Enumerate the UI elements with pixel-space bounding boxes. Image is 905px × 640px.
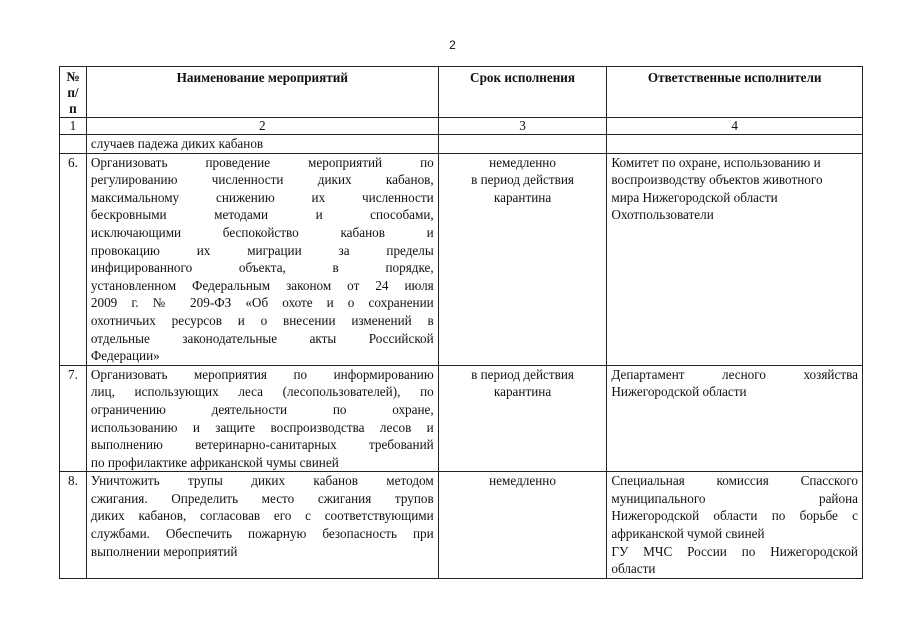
text-line: Уничтожить трупы диких кабанов методом xyxy=(90,473,434,489)
column-index-3: 3 xyxy=(438,118,607,135)
text-line: мира Нижегородской области xyxy=(611,189,778,205)
text-line: установленном Федеральным законом от 24 июля xyxy=(90,277,434,293)
table-row xyxy=(60,472,863,579)
text-line: выполнении мероприятий xyxy=(90,543,238,559)
text-line: провокацию их миграции за пределы xyxy=(90,242,434,258)
header-name: Наименование мероприятий xyxy=(86,67,438,118)
text-line: муниципального района xyxy=(611,490,858,506)
text-line: африканской чумой свиней xyxy=(611,526,765,542)
text-line: Специальная комиссия Спасского xyxy=(611,473,858,489)
row-number: 7. xyxy=(60,365,87,472)
measure-name xyxy=(86,153,438,365)
text-line: по профилактике африканской чумы свиней xyxy=(90,454,339,470)
text-line: воспроизводству объектов животного xyxy=(611,172,823,188)
table-header-row xyxy=(60,67,863,118)
text-line: Комитет по охране, использованию и xyxy=(611,154,821,170)
execution-term xyxy=(438,365,607,472)
text-line: регулированию численности диких кабанов, xyxy=(90,172,434,188)
text-line: 2009 г. № 209-ФЗ «Об охоте и о сохранении xyxy=(90,295,434,311)
column-index-row xyxy=(60,118,863,135)
text-line: службами. Обеспечить пожарную безопасность при xyxy=(90,526,434,542)
row-number: 8. xyxy=(60,472,87,579)
text-line: охотничьих ресурсов и о внесении изменений в xyxy=(90,312,434,328)
text-line: немедленно xyxy=(489,154,556,170)
responsible-executors xyxy=(607,365,863,472)
text-line: Федерации» xyxy=(90,348,160,364)
header-term: Срок исполнения xyxy=(438,67,607,118)
header-num: № п/п xyxy=(60,67,87,118)
text-line: ГУ МЧС России по Нижегородской xyxy=(611,543,858,559)
text-line: максимальному снижению их численности xyxy=(90,189,434,205)
continuation-num-cell xyxy=(60,135,87,154)
text-line: в период действия xyxy=(471,172,574,188)
text-line: выполнению ветеринарно-санитарных требований xyxy=(90,437,434,453)
table-row xyxy=(60,153,863,365)
text-line: Организовать проведение мероприятий по xyxy=(90,154,434,170)
responsible-executors xyxy=(607,153,863,365)
column-index-1: 1 xyxy=(60,118,87,135)
text-line: диких кабанов, согласовав его с соответствующими xyxy=(90,508,434,524)
continuation-resp-cell xyxy=(607,135,863,154)
text-line: отдельные законодательные акты Российской xyxy=(90,330,434,346)
page-number: 2 xyxy=(449,38,456,52)
text-line: исключающими беспокойство кабанов и xyxy=(90,224,434,240)
text-line: Охотпользователи xyxy=(611,207,714,223)
column-index-4: 4 xyxy=(607,118,863,135)
text-line: немедленно xyxy=(489,473,556,489)
text-line: бескровными методами и способами, xyxy=(90,207,434,223)
column-index-2: 2 xyxy=(86,118,438,135)
text-line: лиц, использующих леса (лесопользователей), по xyxy=(90,384,434,400)
row-number: 6. xyxy=(60,153,87,365)
execution-term xyxy=(438,472,607,579)
table-row xyxy=(60,365,863,472)
continuation-term-cell xyxy=(438,135,607,154)
text-line: использованию и защите воспроизводства лесов и xyxy=(90,419,434,435)
continuation-row xyxy=(60,135,863,154)
header-responsible: Ответственные исполнители xyxy=(607,67,863,118)
measure-name xyxy=(86,472,438,579)
text-line: Нижегородской области по борьбе с xyxy=(611,508,858,524)
continuation-text: случаев падежа диких кабанов xyxy=(86,135,438,154)
execution-term xyxy=(438,153,607,365)
measure-name xyxy=(86,365,438,472)
text-line: Организовать мероприятия по информированию xyxy=(90,366,434,382)
text-line: Нижегородской области xyxy=(611,384,747,400)
text-line: в период действия xyxy=(471,366,574,382)
responsible-executors xyxy=(607,472,863,579)
text-line: области xyxy=(611,561,656,577)
text-line: карантина xyxy=(493,189,552,205)
text-line: карантина xyxy=(493,384,552,400)
measures-table xyxy=(59,66,863,579)
text-line: ограничению деятельности по охране, xyxy=(90,401,434,417)
text-line: Департамент лесного хозяйства xyxy=(611,366,858,382)
text-line: инфицированного объекта, в порядке, xyxy=(90,260,434,276)
text-line: сжигания. Определить место сжигания трупов xyxy=(90,490,434,506)
